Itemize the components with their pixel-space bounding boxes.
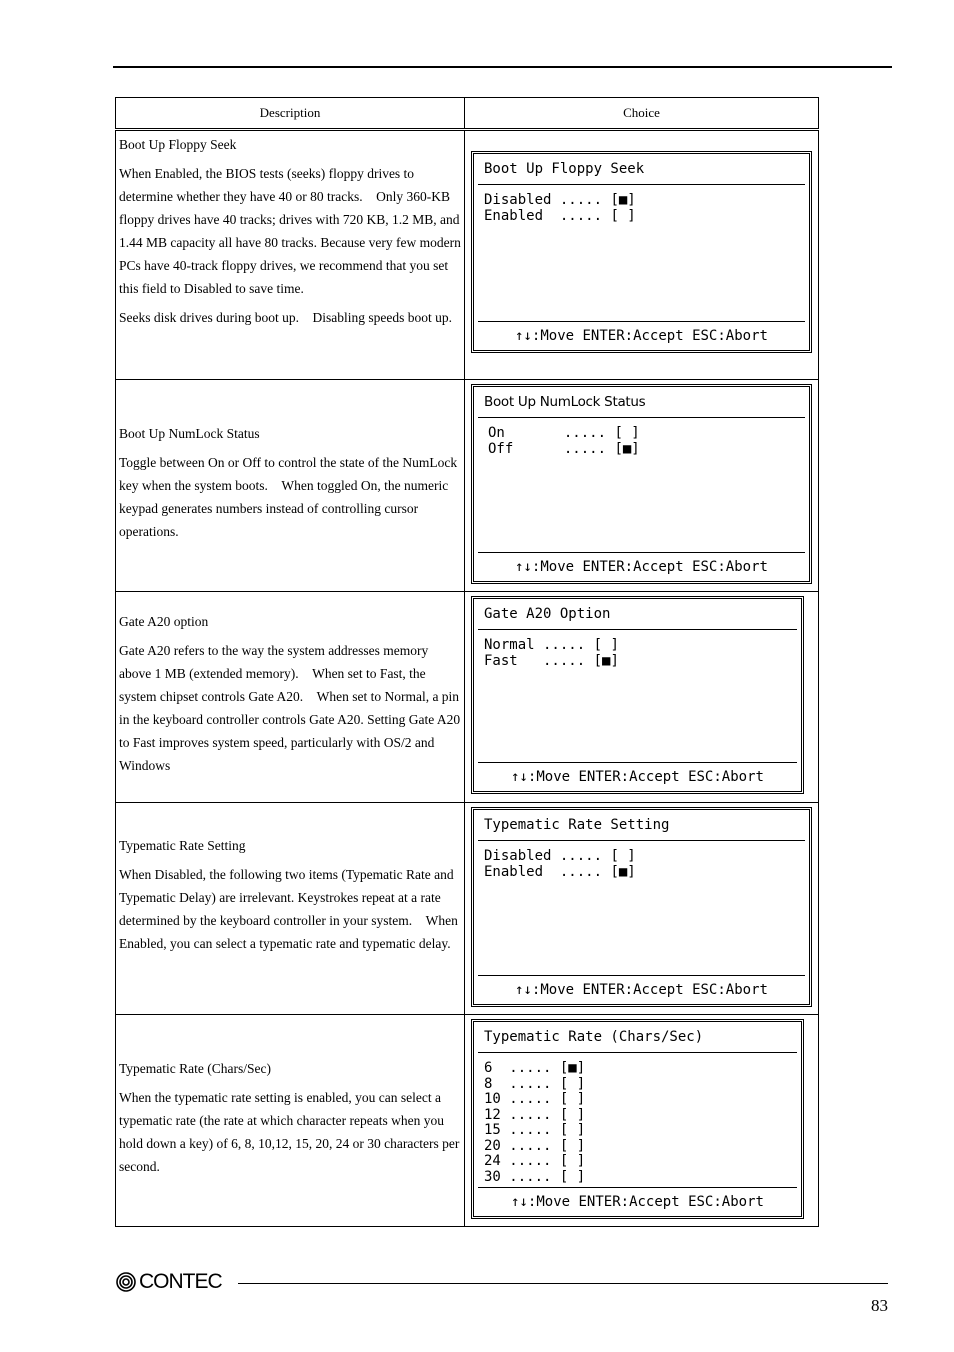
option-label: Normal xyxy=(484,637,535,653)
description-cell xyxy=(116,380,465,592)
bios-dialog-title: Typematic Rate Setting xyxy=(478,810,805,841)
bios-option-list xyxy=(474,185,809,224)
bios-dialog xyxy=(471,1019,804,1219)
header-description: Description xyxy=(116,98,465,130)
setting-title: Typematic Rate (Chars/Sec) xyxy=(119,1061,272,1076)
bios-option-list xyxy=(474,630,801,669)
contec-logo xyxy=(116,1270,222,1294)
description-paragraph: When Enabled, the BIOS tests (seeks) floppy drives to determine whether they have 40 or 80 tracks. Only 360-KB floppy drives have 40 tracks; drives with 720 KB, 1.2 MB, and 1.44 MB capacity all have 80 tracks. Because very few modern PCs have 40-track floppy drives, we recommend that you set this field to Disabled to save time. xyxy=(119,166,461,296)
bios-settings-table xyxy=(115,97,819,1227)
bios-dialog-footer: ↑↓:Move ENTER:Accept ESC:Abort xyxy=(478,1187,797,1216)
option-mark: [ ] xyxy=(610,207,636,224)
option-label: 12 xyxy=(484,1106,501,1123)
bios-option-list xyxy=(474,418,809,457)
table-row xyxy=(116,130,819,380)
bios-option[interactable]: Disabled ..... [■] xyxy=(484,192,636,208)
option-label: 20 xyxy=(484,1137,501,1154)
choice-cell xyxy=(465,1015,819,1227)
option-label: 24 xyxy=(484,1153,501,1169)
setting-title: Boot Up NumLock Status xyxy=(119,426,260,441)
bios-option[interactable]: Off ..... [■] xyxy=(488,440,640,457)
description-cell xyxy=(116,130,465,380)
bios-dialog xyxy=(471,151,812,353)
bios-option[interactable]: 20 ..... [ ] xyxy=(484,1137,586,1154)
bios-option[interactable]: Disabled ..... [ ] xyxy=(484,848,636,864)
choice-cell xyxy=(465,803,819,1015)
contec-logo-icon xyxy=(116,1272,136,1292)
option-label: Enabled xyxy=(484,207,552,224)
choice-cell xyxy=(465,130,819,380)
table-row xyxy=(116,803,819,1015)
bios-dialog-title: Gate A20 Option xyxy=(478,599,797,630)
option-label: Enabled xyxy=(484,863,552,880)
option-label: Fast xyxy=(484,652,535,669)
option-label: 10 xyxy=(484,1091,501,1107)
bios-option[interactable]: 30 ..... [ ] xyxy=(484,1168,586,1185)
option-mark: [ ] xyxy=(559,1168,586,1185)
bios-dialog xyxy=(471,807,812,1007)
bios-option[interactable]: Enabled ..... [■] xyxy=(484,863,636,880)
bios-option[interactable]: Enabled ..... [ ] xyxy=(484,207,636,224)
bios-dialog-footer: ↑↓:Move ENTER:Accept ESC:Abort xyxy=(478,975,805,1004)
setting-title: Gate A20 option xyxy=(119,614,209,629)
option-mark: [■] xyxy=(593,652,619,669)
bios-option-list xyxy=(474,1053,801,1185)
description-paragraph: Seeks disk drives during boot up. Disabling speeds boot up. xyxy=(119,310,452,325)
bios-option[interactable]: 10 ..... [ ] xyxy=(484,1091,586,1107)
option-mark: [ ] xyxy=(559,1122,586,1138)
option-mark: [ ] xyxy=(610,848,636,864)
description-cell xyxy=(116,803,465,1015)
bios-option[interactable]: Fast ..... [■] xyxy=(484,652,619,669)
footer-rule xyxy=(238,1283,888,1284)
option-label: 8 xyxy=(484,1075,501,1092)
option-mark: [■] xyxy=(610,863,636,880)
description-paragraph: When Disabled, the following two items (Typematic Rate and Typematic Delay) are irrelevant. Keystrokes repeat at a rate determined by the keyboard controller in your system. When Enabled, you can select a typematic rate and typematic delay. xyxy=(119,867,458,951)
option-mark: [ ] xyxy=(559,1106,586,1123)
description-cell xyxy=(116,1015,465,1227)
description-paragraph: Gate A20 refers to the way the system addresses memory above 1 MB (extended memory). When set to Fast, the system chipset controls Gate A20. When set to Normal, a pin in the keyboard controller controls Gate A20. Setting Gate A20 to Fast improves system speed, particularly with OS/2 and Windows xyxy=(119,643,461,773)
page-number: 83 xyxy=(871,1296,888,1315)
option-mark: [■] xyxy=(559,1060,586,1076)
table-row xyxy=(116,380,819,592)
option-label: Off xyxy=(488,440,556,457)
bios-dialog-title: Typematic Rate (Chars/Sec) xyxy=(478,1022,797,1053)
setting-title: Boot Up Floppy Seek xyxy=(119,137,237,152)
option-mark: [ ] xyxy=(559,1137,586,1154)
bios-option[interactable]: Normal ..... [ ] xyxy=(484,637,619,653)
description-paragraph: When the typematic rate setting is enabled, you can select a typematic rate (the rate at which character repeats when you hold down a key) of 6, 8, 10,12, 15, 20, 24 or 30 characters per second. xyxy=(119,1090,460,1174)
description-paragraph: Toggle between On or Off to control the state of the NumLock key when the system boots. When toggled On, the numeric keypad generates numbers instead of controlling cursor operations. xyxy=(119,455,458,539)
bios-dialog xyxy=(471,596,804,794)
bios-option[interactable]: 24 ..... [ ] xyxy=(484,1153,586,1169)
bios-option[interactable]: 12 ..... [ ] xyxy=(484,1106,586,1123)
table-header-row xyxy=(116,98,819,130)
option-mark: [■] xyxy=(610,192,636,208)
bios-option[interactable]: 15 ..... [ ] xyxy=(484,1122,586,1138)
option-label: Disabled xyxy=(484,192,552,208)
option-label: On xyxy=(488,425,556,441)
logo-text: CONTEC xyxy=(139,1270,222,1293)
table-row xyxy=(116,592,819,803)
choice-cell xyxy=(465,380,819,592)
option-mark: [ ] xyxy=(559,1153,586,1169)
bios-dialog-title: Boot Up NumLock Status xyxy=(478,387,805,418)
option-label: 30 xyxy=(484,1168,501,1185)
bios-dialog xyxy=(471,384,812,584)
option-mark: [ ] xyxy=(593,637,619,653)
bios-option-list xyxy=(474,841,809,880)
description-cell xyxy=(116,592,465,803)
bios-dialog-title: Boot Up Floppy Seek xyxy=(478,154,805,185)
choice-cell xyxy=(465,592,819,803)
bios-dialog-footer: ↑↓:Move ENTER:Accept ESC:Abort xyxy=(478,321,805,350)
option-mark: [■] xyxy=(614,440,640,457)
bios-option[interactable]: 6 ..... [■] xyxy=(484,1060,586,1076)
option-label: 15 xyxy=(484,1122,501,1138)
bios-option[interactable]: 8 ..... [ ] xyxy=(484,1075,586,1092)
table-row xyxy=(116,1015,819,1227)
bios-option[interactable]: On ..... [ ] xyxy=(488,425,640,441)
top-rule xyxy=(113,66,892,68)
setting-title: Typematic Rate Setting xyxy=(119,838,246,853)
option-label: 6 xyxy=(484,1060,501,1076)
option-mark: [ ] xyxy=(559,1091,586,1107)
bios-dialog-footer: ↑↓:Move ENTER:Accept ESC:Abort xyxy=(478,762,797,791)
option-mark: [ ] xyxy=(614,425,640,441)
header-choice: Choice xyxy=(465,98,819,130)
option-mark: [ ] xyxy=(559,1075,586,1092)
bios-dialog-footer: ↑↓:Move ENTER:Accept ESC:Abort xyxy=(478,552,805,581)
option-label: Disabled xyxy=(484,848,552,864)
